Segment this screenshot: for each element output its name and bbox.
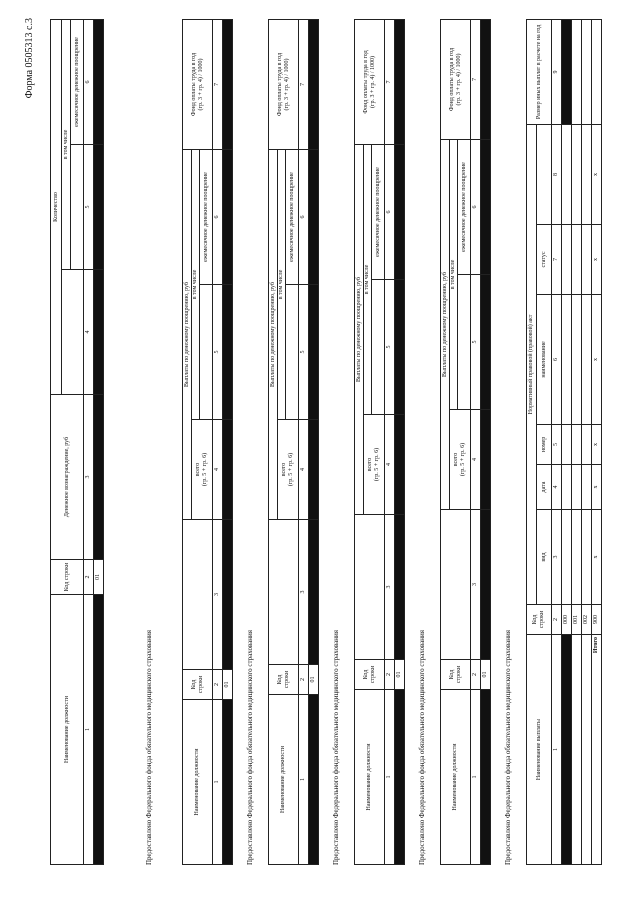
col-num: 2	[299, 665, 309, 695]
table-cell	[562, 124, 572, 224]
table-cell	[572, 19, 582, 124]
col-num: 4	[299, 420, 309, 520]
table-cell	[223, 520, 233, 670]
table-cell	[395, 415, 405, 515]
table-cell	[562, 225, 572, 295]
table-cell	[582, 225, 592, 295]
col-num: 3	[471, 510, 481, 660]
col-num: 5	[385, 280, 395, 415]
col-num: 3	[552, 510, 562, 605]
header-col-6: ежемесячное денежное поощрение	[372, 144, 385, 279]
col-num: 1	[84, 595, 94, 865]
table-cell	[582, 124, 592, 224]
header-including: в том числе	[192, 149, 200, 419]
col-num: 2	[84, 560, 94, 595]
table-cell	[562, 295, 572, 425]
header-fund	[183, 520, 213, 670]
header-col-5	[200, 285, 213, 420]
row-code: 000	[562, 605, 572, 635]
header-position-name: Наименование должности	[441, 690, 471, 865]
table-cell	[395, 690, 405, 865]
col-num: 5	[471, 275, 481, 410]
header-title: наименование	[537, 295, 552, 425]
header-col-6: ежемесячное денежное поощрение	[458, 139, 471, 274]
table-cell	[481, 139, 491, 274]
col-num: 8	[552, 124, 562, 224]
table-cell	[572, 465, 582, 510]
table-cell	[223, 19, 233, 149]
table-cell	[309, 19, 319, 149]
col-num: 1	[299, 695, 309, 865]
header-col-5	[372, 280, 385, 415]
table-cell	[572, 635, 582, 865]
table-cell	[223, 285, 233, 420]
col-num: 6	[385, 144, 395, 279]
col-num: 2	[471, 660, 481, 690]
col-num: 6	[299, 149, 309, 284]
header-position-name: Наименование должности	[183, 700, 213, 865]
header-position-name: Наименование должности	[355, 690, 385, 865]
header-date: дата	[537, 465, 552, 510]
table-cell	[582, 425, 592, 465]
header-including: в том числе	[364, 144, 372, 414]
table-cell	[592, 19, 602, 124]
table-2-5	[526, 19, 602, 865]
col-num: 1	[471, 690, 481, 865]
table-cell	[309, 149, 319, 284]
col-num: 7	[471, 19, 481, 139]
header-payment-name: Наименование выплаты	[527, 635, 552, 865]
header-row-code: Код строки	[269, 665, 299, 695]
header-fund	[269, 520, 299, 665]
header-annual-fund: Фонд оплаты труда в год (гр. 3 + гр. 4) / 1000)	[441, 19, 471, 139]
table-cell	[562, 465, 572, 510]
table-cell	[309, 285, 319, 420]
table-cell	[223, 420, 233, 520]
table-cell	[481, 410, 491, 510]
header-col-5	[71, 145, 84, 270]
col-num: 3	[299, 520, 309, 665]
header-other-payments: Размер иных выплат в расчете на год	[527, 19, 552, 124]
col-num: 3	[385, 515, 395, 660]
row-code: 01	[481, 660, 491, 690]
table-cell	[582, 295, 592, 425]
col-num: 6	[471, 139, 481, 274]
x-mark: x	[592, 510, 602, 605]
header-col-5	[286, 285, 299, 420]
header-count: Количество	[51, 19, 62, 394]
col-num: 6	[84, 19, 94, 144]
fund-note: Предоставлено Федерального фонда обязательного медицинского страхования	[418, 630, 426, 865]
x-mark: x	[592, 295, 602, 425]
header-annual-fund: Фонд оплаты труда в год (гр. 3 + гр. 4) / 1000)	[183, 19, 213, 149]
header-date-of-change	[537, 124, 552, 224]
table-cell	[94, 19, 104, 144]
col-num: 9	[552, 19, 562, 124]
table-2-4-2	[268, 19, 319, 865]
col-num: 1	[213, 700, 223, 865]
header-number: номер	[537, 425, 552, 465]
header-col-5	[458, 275, 471, 410]
header-annual-fund: Фонд оплаты труда в год (гр. 3 + гр. 4) / 1000)	[355, 19, 385, 144]
table-cell	[562, 19, 572, 124]
header-including: в том числе	[450, 139, 458, 409]
table-cell	[481, 19, 491, 139]
col-num: 2	[213, 670, 223, 700]
fund-note: Предоставлено Федерального фонда обязательного медицинского страхования	[332, 630, 340, 865]
col-num: 7	[299, 19, 309, 149]
col-num: 1	[385, 690, 395, 865]
table-cell	[572, 124, 582, 224]
header-bonus-payments: Выплаты по денежному поощрению, руб	[441, 139, 450, 509]
header-row-code: Код строки	[441, 660, 471, 690]
col-num: 4	[385, 415, 395, 515]
col-num: 5	[84, 145, 94, 270]
x-mark: x	[592, 465, 602, 510]
col-num: 3	[213, 520, 223, 670]
col-num: 1	[552, 635, 562, 865]
table-cell	[395, 280, 405, 415]
header-bonus-payments: Выплаты по денежному поощрению, руб	[355, 144, 364, 514]
header-row-code: Код строки	[355, 660, 385, 690]
header-row-code: Код строки	[527, 605, 552, 635]
header-total: всего (гр. 5 + гр. 6)	[364, 415, 385, 515]
total-code: 900	[592, 605, 602, 635]
table-cell	[481, 510, 491, 660]
header-remuneration: Денежное вознаграждение, руб	[51, 395, 84, 560]
header-total: всего (гр. 5 + гр. 6)	[450, 410, 471, 510]
col-num: 3	[84, 395, 94, 560]
header-col-6: ежемесячное денежное поощрение	[286, 149, 299, 284]
header-position-name: Наименование должности	[269, 695, 299, 865]
table-cell	[94, 395, 104, 560]
header-kind: вид	[537, 510, 552, 605]
col-num: 4	[471, 410, 481, 510]
header-bonus-payments: Выплаты по денежному поощрению, руб	[269, 149, 278, 519]
header-including: в том числе	[62, 19, 71, 269]
table-cell	[94, 145, 104, 270]
table-cell	[223, 149, 233, 284]
form-code: Форма 0505313 с.3	[24, 18, 35, 99]
table-cell	[572, 225, 582, 295]
row-code: 002	[582, 605, 592, 635]
fund-note: Предоставлено Федерального фонда обязательного медицинского страхования	[504, 630, 512, 865]
header-total: всего (гр. 5 + гр. 6)	[192, 420, 213, 520]
row-code: 01	[395, 660, 405, 690]
row-code: 001	[572, 605, 582, 635]
header-total: всего (гр. 5 + гр. 6)	[278, 420, 299, 520]
table-cell	[572, 425, 582, 465]
col-num: 5	[213, 285, 223, 420]
header-total	[62, 270, 84, 395]
x-mark: x	[592, 124, 602, 224]
col-num: 2	[552, 605, 562, 635]
table-cell	[481, 275, 491, 410]
table-cell	[562, 635, 572, 865]
table-cell	[395, 19, 405, 144]
col-num: 4	[552, 465, 562, 510]
header-including: в том числе	[278, 149, 286, 419]
table-cell	[562, 510, 572, 605]
fund-note: Предоставлено Федерального фонда обязательного медицинского страхования	[246, 630, 254, 865]
table-2-4-1	[182, 19, 233, 865]
table-cell	[572, 510, 582, 605]
total-label: Итого	[592, 635, 602, 865]
table-cell	[481, 690, 491, 865]
col-num: 6	[552, 295, 562, 425]
header-fund	[355, 515, 385, 660]
table-cell	[582, 465, 592, 510]
table-cell	[223, 700, 233, 865]
header-row-code: Код строки	[51, 560, 84, 595]
col-num: 4	[213, 420, 223, 520]
table-cell	[582, 635, 592, 865]
header-fund	[441, 510, 471, 660]
header-bonus-payments: Выплаты по денежному поощрению, руб	[183, 149, 192, 519]
table-cell	[582, 19, 592, 124]
col-num: 6	[213, 149, 223, 284]
header-legal-act: Нормативный правовой (правовой) акт	[527, 124, 537, 604]
table-cell	[572, 295, 582, 425]
table-cell	[94, 595, 104, 865]
table-cell	[309, 520, 319, 665]
header-col-6: ежемесячное денежное поощрение	[71, 19, 84, 144]
table-cell	[395, 144, 405, 279]
header-status: статус	[537, 225, 552, 295]
table-cell	[582, 510, 592, 605]
table-2-4-3	[354, 19, 405, 865]
col-num: 5	[552, 425, 562, 465]
row-code: 01	[309, 665, 319, 695]
x-mark: x	[592, 425, 602, 465]
table-2-4-4	[440, 19, 491, 865]
header-col-6: ежемесячное денежное поощрение	[200, 149, 213, 284]
col-num: 5	[299, 285, 309, 420]
table-cell	[309, 420, 319, 520]
header-annual-fund: Фонд оплаты труда в год (гр. 3 + гр. 4) / 1000)	[269, 19, 299, 149]
col-num: 7	[552, 225, 562, 295]
row-code: 01	[94, 560, 104, 595]
col-num: 2	[385, 660, 395, 690]
col-num: 7	[385, 19, 395, 144]
table-cell	[395, 515, 405, 660]
header-position-name: Наименование должности	[51, 595, 84, 865]
x-mark: x	[592, 225, 602, 295]
table-cell	[309, 695, 319, 865]
table-2-3-3	[50, 19, 104, 865]
row-code: 01	[223, 670, 233, 700]
col-num: 7	[213, 19, 223, 149]
fund-note: Предоставлено Федерального фонда обязательного медицинского страхования	[145, 630, 153, 865]
header-row-code: Код строки	[183, 670, 213, 700]
table-cell	[94, 270, 104, 395]
col-num: 4	[84, 270, 94, 395]
table-cell	[562, 425, 572, 465]
